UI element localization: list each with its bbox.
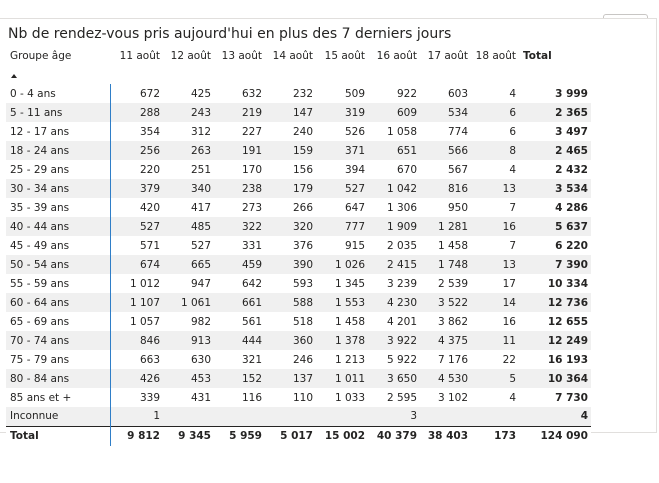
value-cell: 1 553 <box>316 293 368 312</box>
value-cell: 1 <box>110 407 163 426</box>
value-cell: 379 <box>110 179 163 198</box>
value-cell: 3 239 <box>368 274 420 293</box>
value-cell: 509 <box>316 84 368 103</box>
value-cell: 3 <box>368 407 420 426</box>
value-cell: 232 <box>265 84 316 103</box>
row-label[interactable]: 12 - 17 ans <box>6 122 110 141</box>
value-cell: 1 033 <box>316 388 368 407</box>
table-row <box>6 331 591 350</box>
value-cell: 238 <box>214 179 265 198</box>
totals-cell: 5 959 <box>214 426 265 446</box>
table-row <box>6 84 591 103</box>
value-cell: 561 <box>214 312 265 331</box>
value-cell: 219 <box>214 103 265 122</box>
column-header[interactable]: 15 août <box>324 50 365 62</box>
table-row <box>6 274 591 293</box>
value-cell: 4 530 <box>420 369 471 388</box>
matrix-visual <box>0 18 657 443</box>
value-cell: 179 <box>265 179 316 198</box>
value-cell: 417 <box>163 198 214 217</box>
value-cell: 263 <box>163 141 214 160</box>
value-cell: 2 035 <box>368 236 420 255</box>
row-label[interactable]: 85 ans et + <box>6 388 110 407</box>
column-header[interactable]: 16 août <box>376 50 417 62</box>
column-header[interactable]: 11 août <box>119 50 160 62</box>
totals-cell: 40 379 <box>368 426 420 446</box>
row-total-cell: 12 736 <box>519 293 591 312</box>
row-label[interactable]: 0 - 4 ans <box>6 84 110 103</box>
value-cell: 3 102 <box>420 388 471 407</box>
table-row <box>6 122 591 141</box>
value-cell: 390 <box>265 255 316 274</box>
value-cell: 1 057 <box>110 312 163 331</box>
value-cell: 7 <box>471 198 519 217</box>
value-cell: 8 <box>471 141 519 160</box>
value-cell: 147 <box>265 103 316 122</box>
table-row <box>6 293 591 312</box>
value-cell: 527 <box>316 179 368 198</box>
row-header-label: Groupe âge <box>10 50 72 62</box>
value-cell: 950 <box>420 198 471 217</box>
row-label[interactable]: 70 - 74 ans <box>6 331 110 350</box>
table-row <box>6 407 591 426</box>
totals-cell: 38 403 <box>420 426 471 446</box>
value-cell: 322 <box>214 217 265 236</box>
value-cell: 1 042 <box>368 179 420 198</box>
value-cell: 777 <box>316 217 368 236</box>
visual-title: Nb de rendez-vous pris aujourd'hui en plus des 7 derniers jours <box>8 26 452 42</box>
value-cell: 371 <box>316 141 368 160</box>
row-total-cell: 7 730 <box>519 388 591 407</box>
row-label[interactable]: 40 - 44 ans <box>6 217 110 236</box>
value-cell: 16 <box>471 312 519 331</box>
value-cell: 339 <box>110 388 163 407</box>
table-row <box>6 255 591 274</box>
totals-cell: 9 812 <box>110 426 163 446</box>
value-cell: 4 230 <box>368 293 420 312</box>
row-header-groupe-age[interactable] <box>6 46 110 84</box>
totals-label: Total <box>6 426 110 446</box>
value-cell: 661 <box>214 293 265 312</box>
value-cell: 354 <box>110 122 163 141</box>
value-cell: 11 <box>471 331 519 350</box>
value-cell: 159 <box>265 141 316 160</box>
value-cell: 1 012 <box>110 274 163 293</box>
value-cell: 7 <box>471 236 519 255</box>
totals-cell: 9 345 <box>163 426 214 446</box>
row-label[interactable]: 80 - 84 ans <box>6 369 110 388</box>
value-cell: 609 <box>368 103 420 122</box>
table-row <box>6 160 591 179</box>
value-cell: 273 <box>214 198 265 217</box>
value-cell: 3 862 <box>420 312 471 331</box>
value-cell: 1 026 <box>316 255 368 274</box>
value-cell: 312 <box>163 122 214 141</box>
value-cell: 137 <box>265 369 316 388</box>
value-cell: 1 107 <box>110 293 163 312</box>
value-cell: 642 <box>214 274 265 293</box>
value-cell: 1 213 <box>316 350 368 369</box>
row-total-cell: 5 637 <box>519 217 591 236</box>
totals-cell: 5 017 <box>265 426 316 446</box>
value-cell: 518 <box>265 312 316 331</box>
value-cell: 571 <box>110 236 163 255</box>
table-row <box>6 236 591 255</box>
value-cell: 670 <box>368 160 420 179</box>
value-cell <box>214 407 265 426</box>
value-cell: 526 <box>316 122 368 141</box>
value-cell: 2 595 <box>368 388 420 407</box>
value-cell: 663 <box>110 350 163 369</box>
table-row <box>6 369 591 388</box>
column-header-row <box>6 46 591 84</box>
row-label[interactable]: 75 - 79 ans <box>6 350 110 369</box>
value-cell: 1 458 <box>316 312 368 331</box>
value-cell: 227 <box>214 122 265 141</box>
value-cell: 444 <box>214 331 265 350</box>
row-label[interactable]: 25 - 29 ans <box>6 160 110 179</box>
value-cell: 152 <box>214 369 265 388</box>
value-cell: 913 <box>163 331 214 350</box>
value-cell: 14 <box>471 293 519 312</box>
row-label[interactable]: 60 - 64 ans <box>6 293 110 312</box>
column-header[interactable]: 13 août <box>221 50 262 62</box>
matrix-body <box>6 84 591 426</box>
value-cell: 1 748 <box>420 255 471 274</box>
value-cell: 774 <box>420 122 471 141</box>
totals-row <box>6 426 591 446</box>
row-label[interactable]: 18 - 24 ans <box>6 141 110 160</box>
value-cell: 420 <box>110 198 163 217</box>
value-cell: 1 458 <box>420 236 471 255</box>
value-cell: 566 <box>420 141 471 160</box>
column-header[interactable]: 17 août <box>427 50 468 62</box>
row-total-cell: 7 390 <box>519 255 591 274</box>
column-header[interactable]: 14 août <box>272 50 313 62</box>
value-cell: 319 <box>316 103 368 122</box>
value-cell: 220 <box>110 160 163 179</box>
value-cell: 156 <box>265 160 316 179</box>
row-label[interactable]: Inconnue <box>6 407 110 426</box>
value-cell: 5 <box>471 369 519 388</box>
value-cell: 1 306 <box>368 198 420 217</box>
value-cell: 116 <box>214 388 265 407</box>
row-label[interactable]: 55 - 59 ans <box>6 274 110 293</box>
row-total-cell: 2 432 <box>519 160 591 179</box>
value-cell: 982 <box>163 312 214 331</box>
value-cell: 7 176 <box>420 350 471 369</box>
value-cell: 6 <box>471 103 519 122</box>
value-cell: 256 <box>110 141 163 160</box>
value-cell: 630 <box>163 350 214 369</box>
value-cell: 1 281 <box>420 217 471 236</box>
table-row <box>6 141 591 160</box>
row-label[interactable]: 45 - 49 ans <box>6 236 110 255</box>
value-cell: 320 <box>265 217 316 236</box>
value-cell: 22 <box>471 350 519 369</box>
value-cell: 4 <box>471 160 519 179</box>
value-cell <box>163 407 214 426</box>
value-cell: 360 <box>265 331 316 350</box>
value-cell: 266 <box>265 198 316 217</box>
value-cell: 674 <box>110 255 163 274</box>
value-cell: 593 <box>265 274 316 293</box>
table-row <box>6 179 591 198</box>
value-cell: 647 <box>316 198 368 217</box>
value-cell: 2 539 <box>420 274 471 293</box>
totals-cell: 15 002 <box>316 426 368 446</box>
value-cell: 16 <box>471 217 519 236</box>
value-cell: 321 <box>214 350 265 369</box>
value-cell: 3 650 <box>368 369 420 388</box>
row-total-cell: 2 465 <box>519 141 591 160</box>
value-cell: 5 922 <box>368 350 420 369</box>
value-cell: 4 <box>471 84 519 103</box>
table-row <box>6 217 591 236</box>
value-cell: 170 <box>214 160 265 179</box>
value-cell: 425 <box>163 84 214 103</box>
row-total-cell: 12 655 <box>519 312 591 331</box>
table-row <box>6 198 591 217</box>
row-label[interactable]: 50 - 54 ans <box>6 255 110 274</box>
row-total-cell: 2 365 <box>519 103 591 122</box>
value-cell: 426 <box>110 369 163 388</box>
row-total-cell: 16 193 <box>519 350 591 369</box>
value-cell: 665 <box>163 255 214 274</box>
value-cell: 394 <box>316 160 368 179</box>
row-label[interactable]: 5 - 11 ans <box>6 103 110 122</box>
row-total-cell: 10 334 <box>519 274 591 293</box>
value-cell: 816 <box>420 179 471 198</box>
column-header-total[interactable]: Total <box>523 50 552 62</box>
value-cell: 632 <box>214 84 265 103</box>
value-cell: 3 922 <box>368 331 420 350</box>
value-cell: 603 <box>420 84 471 103</box>
value-cell: 246 <box>265 350 316 369</box>
row-total-cell: 6 220 <box>519 236 591 255</box>
value-cell: 588 <box>265 293 316 312</box>
value-cell: 340 <box>163 179 214 198</box>
value-cell: 376 <box>265 236 316 255</box>
value-cell: 527 <box>110 217 163 236</box>
value-cell: 1 378 <box>316 331 368 350</box>
table-row <box>6 388 591 407</box>
row-total-cell: 4 286 <box>519 198 591 217</box>
value-cell: 331 <box>214 236 265 255</box>
value-cell: 288 <box>110 103 163 122</box>
row-label[interactable]: 65 - 69 ans <box>6 312 110 331</box>
value-cell: 431 <box>163 388 214 407</box>
value-cell: 243 <box>163 103 214 122</box>
value-cell: 485 <box>163 217 214 236</box>
totals-cell: 173 <box>471 426 519 446</box>
table-row <box>6 350 591 369</box>
value-cell <box>265 407 316 426</box>
table-row <box>6 103 591 122</box>
row-total-cell: 3 999 <box>519 84 591 103</box>
value-cell: 947 <box>163 274 214 293</box>
value-cell: 240 <box>265 122 316 141</box>
row-total-cell: 12 249 <box>519 331 591 350</box>
value-cell: 453 <box>163 369 214 388</box>
value-cell: 2 415 <box>368 255 420 274</box>
value-cell: 3 522 <box>420 293 471 312</box>
value-cell: 527 <box>163 236 214 255</box>
value-cell: 1 061 <box>163 293 214 312</box>
value-cell: 13 <box>471 179 519 198</box>
value-cell: 651 <box>368 141 420 160</box>
value-cell: 1 909 <box>368 217 420 236</box>
row-total-cell: 10 364 <box>519 369 591 388</box>
row-total-cell: 3 497 <box>519 122 591 141</box>
value-cell: 534 <box>420 103 471 122</box>
value-cell: 191 <box>214 141 265 160</box>
value-cell: 672 <box>110 84 163 103</box>
value-cell: 251 <box>163 160 214 179</box>
value-cell: 922 <box>368 84 420 103</box>
value-cell <box>471 407 519 426</box>
sort-ascending-icon[interactable] <box>11 74 17 78</box>
value-cell: 1 345 <box>316 274 368 293</box>
value-cell: 17 <box>471 274 519 293</box>
value-cell: 6 <box>471 122 519 141</box>
value-cell: 1 058 <box>368 122 420 141</box>
value-cell: 4 375 <box>420 331 471 350</box>
value-cell <box>420 407 471 426</box>
row-total-cell: 3 534 <box>519 179 591 198</box>
grand-total-cell: 124 090 <box>519 426 591 446</box>
value-cell: 567 <box>420 160 471 179</box>
column-header[interactable]: 12 août <box>170 50 211 62</box>
row-label[interactable]: 35 - 39 ans <box>6 198 110 217</box>
table-row <box>6 312 591 331</box>
value-cell: 4 201 <box>368 312 420 331</box>
row-total-cell: 4 <box>519 407 591 426</box>
value-cell: 846 <box>110 331 163 350</box>
value-cell: 110 <box>265 388 316 407</box>
value-cell: 1 011 <box>316 369 368 388</box>
matrix-table <box>6 46 591 446</box>
value-cell <box>316 407 368 426</box>
column-header[interactable]: 18 août <box>475 50 516 62</box>
value-cell: 915 <box>316 236 368 255</box>
value-cell: 459 <box>214 255 265 274</box>
row-label[interactable]: 30 - 34 ans <box>6 179 110 198</box>
value-cell: 4 <box>471 388 519 407</box>
value-cell: 13 <box>471 255 519 274</box>
